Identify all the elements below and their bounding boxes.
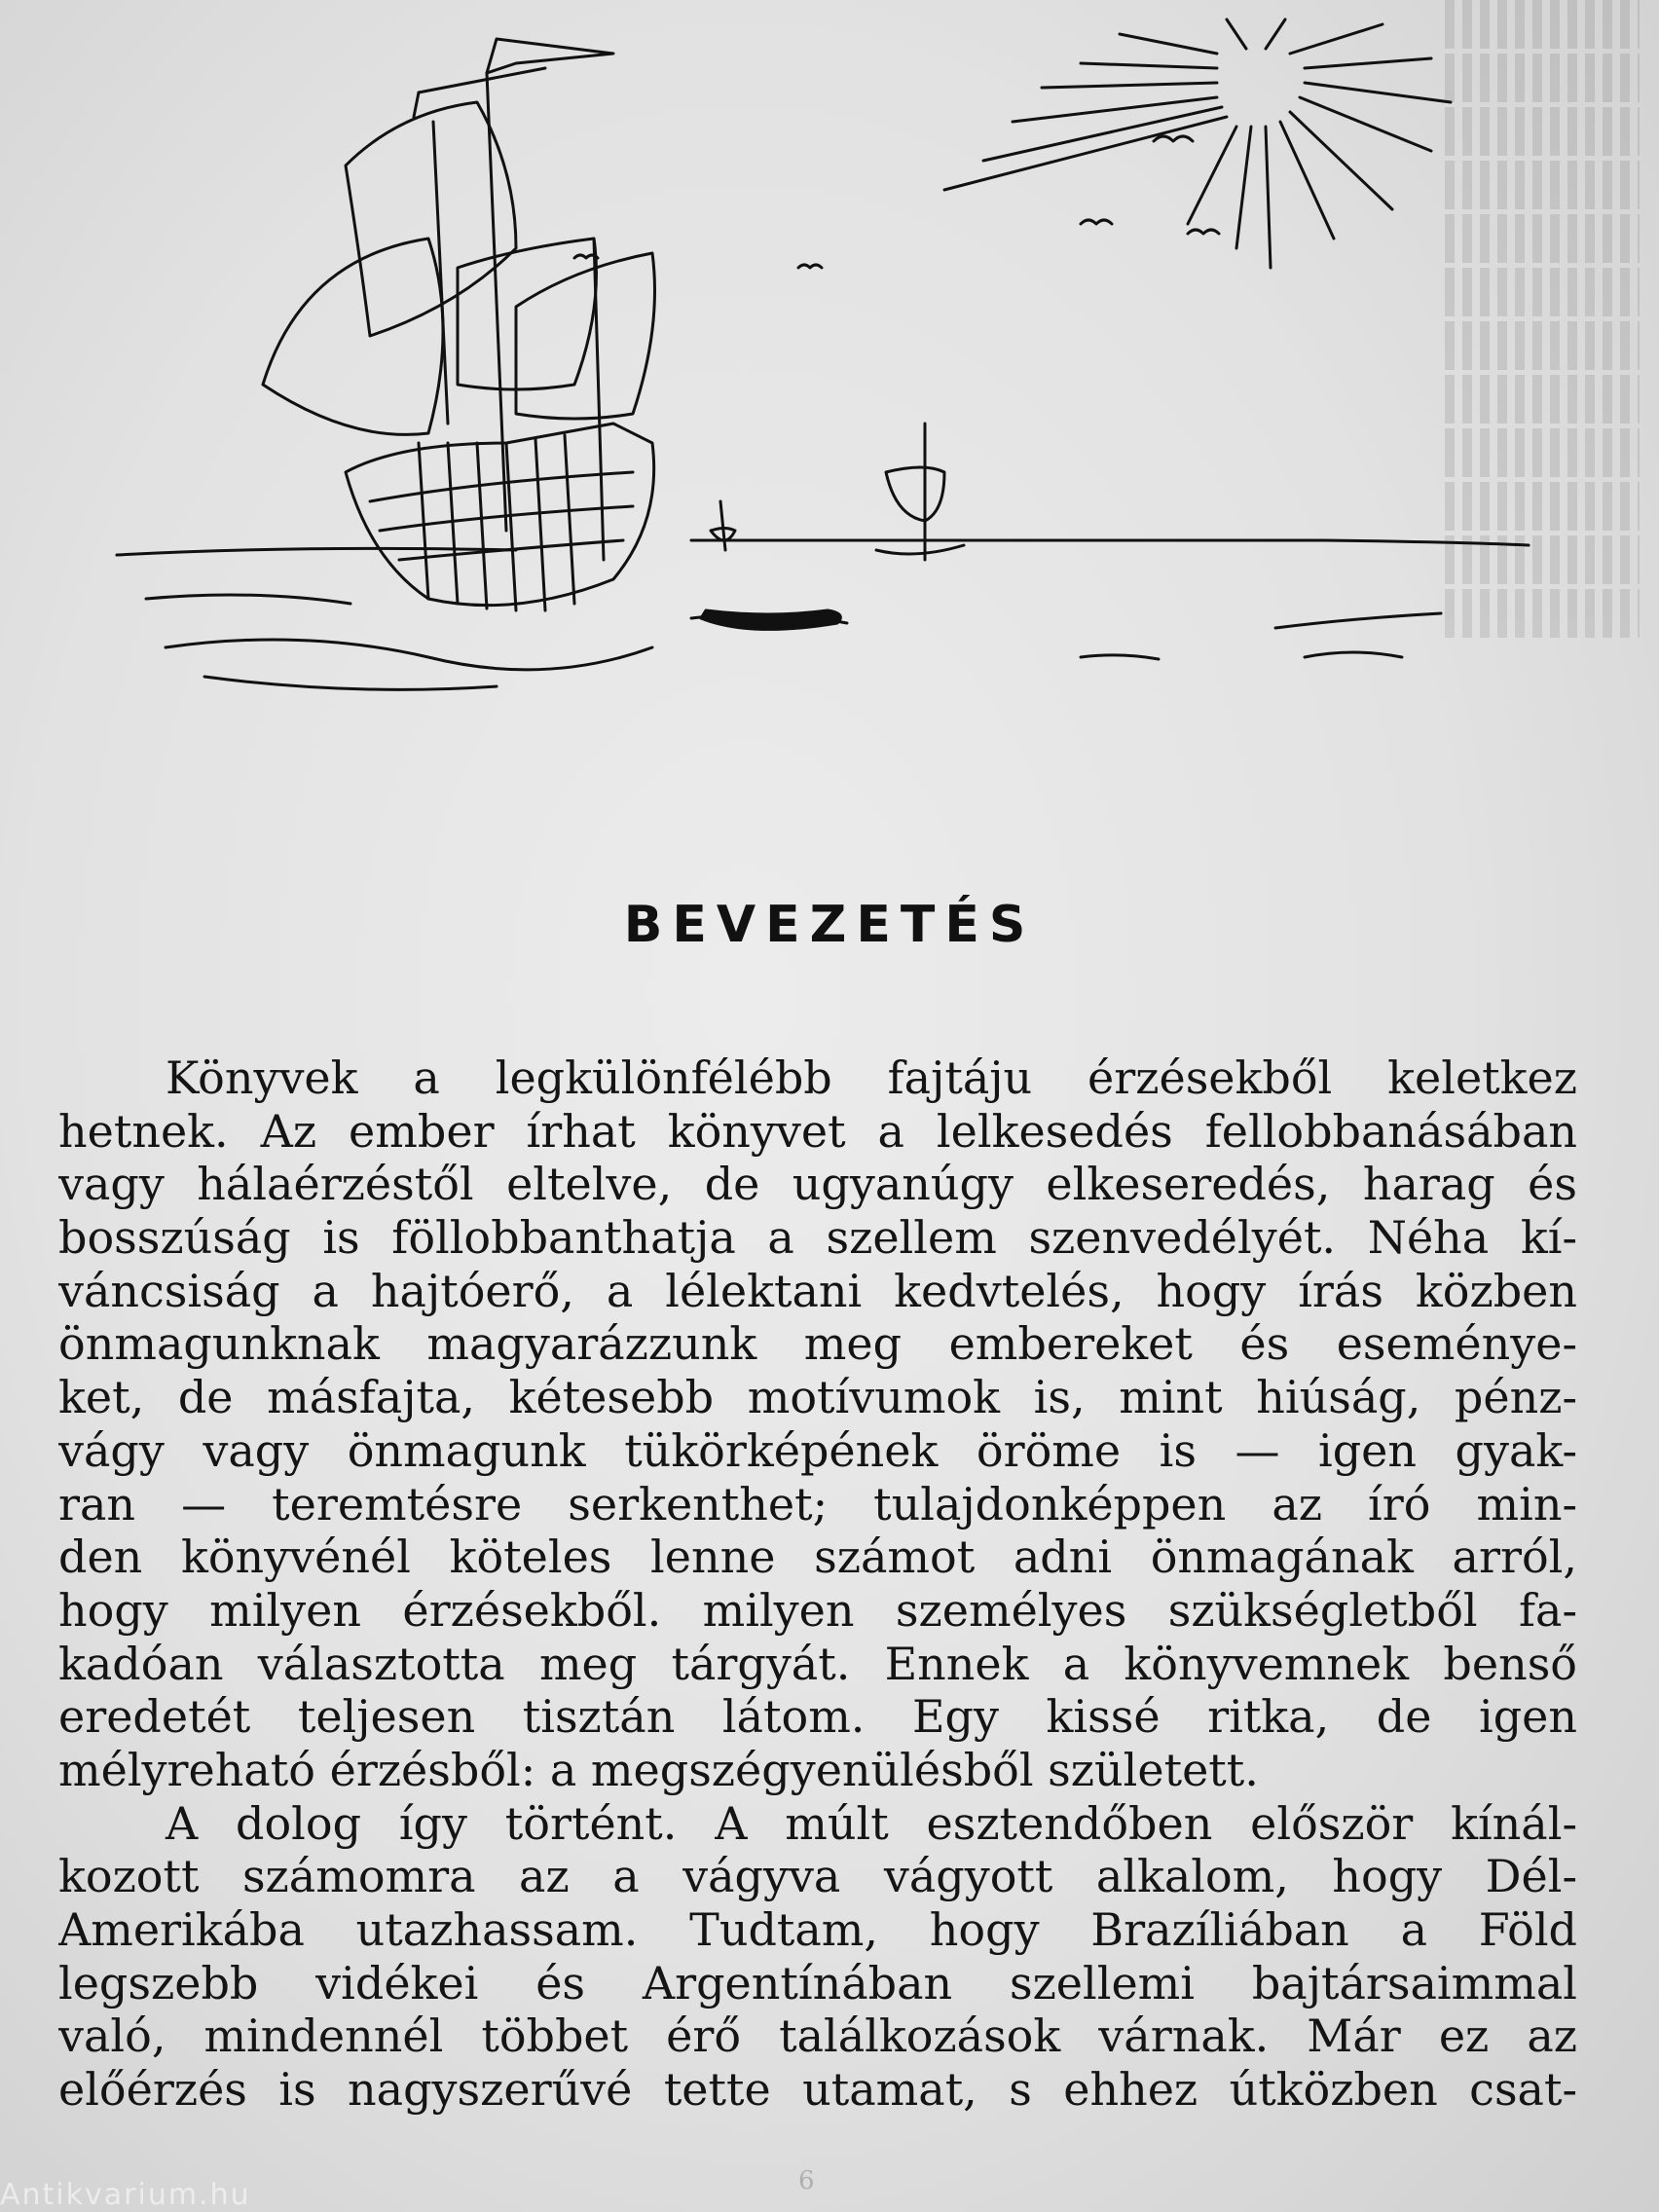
- text-line: den könyvénél köteles lenne számot adni önmagának arról,: [58, 1530, 1577, 1584]
- watermark: Antikvarium.hu: [0, 2178, 251, 2212]
- text-line: Könyvek a legkülönfélébb fajtáju érzésekből keletkez: [166, 1051, 1577, 1104]
- text-line: mélyreható érzésből: a megszégyenülésből született.: [58, 1743, 1259, 1796]
- text-line: kozott számomra az a vágyva vágyott alkalom, hogy Dél-: [58, 1850, 1577, 1903]
- text-line: váncsiság a hajtóerő, a lélektani kedvtelés, hogy írás közben: [58, 1264, 1577, 1317]
- text-line: A dolog így történt. A múlt esztendőben először kínál-: [166, 1796, 1577, 1850]
- text-line: legszebb vidékei és Argentínában szellemi bajtársaimmal: [58, 1956, 1577, 2009]
- body-text: [58, 1051, 1577, 2117]
- text-line: vágy vagy önmagunk tükörképének öröme is — igen gyak-: [58, 1423, 1577, 1477]
- text-line: ran — teremtésre serkenthet; tulajdonképpen az író min-: [58, 1477, 1577, 1530]
- paragraph-1: [58, 1051, 1577, 1797]
- text-line: hetnek. Az ember írhat könyvet a lelkesedés fellobbanásában: [58, 1104, 1577, 1158]
- text-line: vagy hálaérzéstől eltelve, de ugyanúgy elkeseredés, harag és: [58, 1158, 1577, 1211]
- text-line: ket, de másfajta, kétesebb motívumok is, mint hiúság, pénz-: [58, 1371, 1577, 1424]
- text-line: kadóan választotta meg tárgyát. Ennek a könyvemnek benső: [58, 1637, 1577, 1690]
- page-number: 6: [798, 2166, 815, 2195]
- paragraph-2: [58, 1797, 1577, 2117]
- text-line: eredetét teljesen tisztán látom. Egy kissé ritka, de igen: [58, 1690, 1577, 1744]
- chapter-title: BEVEZETÉS: [623, 896, 1036, 954]
- text-line: hogy milyen érzésekből. milyen személyes szükségletből fa-: [58, 1583, 1577, 1637]
- sailing-ship-illustration: [107, 15, 1548, 716]
- text-line: Amerikába utazhassam. Tudtam, hogy Brazíliában a Föld: [58, 1903, 1577, 1956]
- text-line: előérzés is nagyszerűvé tette utamat, s ehhez útközben csat-: [58, 2063, 1577, 2117]
- text-line: való, mindennél többet érő találkozások várnak. Már ez az: [58, 2009, 1577, 2063]
- text-line: bosszúság is föllobbanthatja a szellem szenvedélyét. Néha kí-: [58, 1211, 1577, 1265]
- text-line: önmagunknak magyarázzunk meg embereket és eseménye-: [58, 1317, 1577, 1371]
